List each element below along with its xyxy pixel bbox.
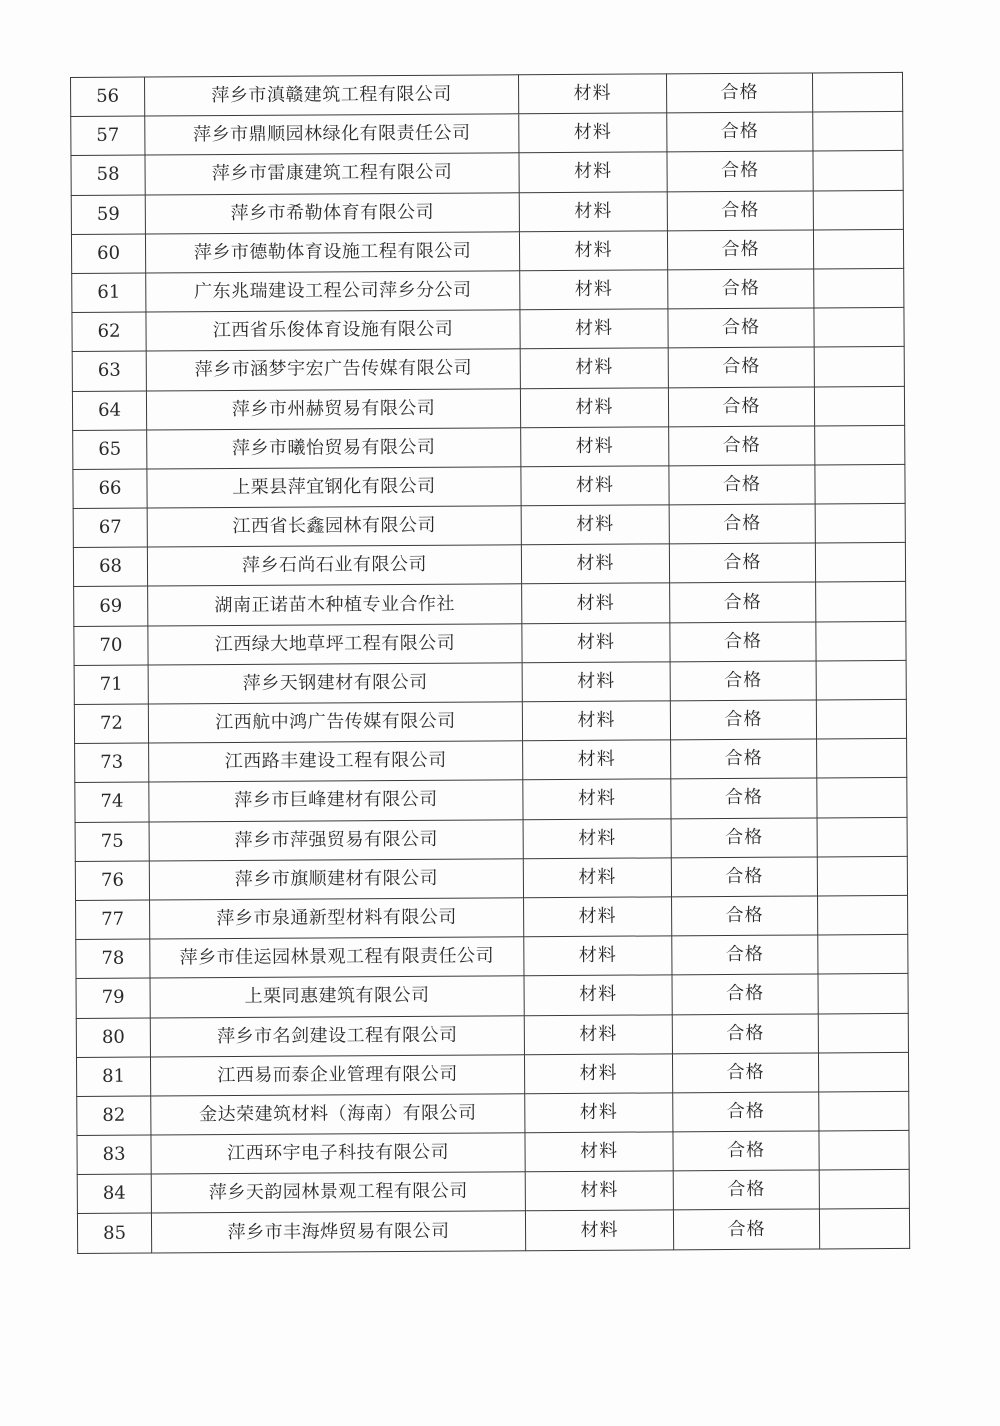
category-cell: 材料 xyxy=(519,231,667,271)
company-name: 江西航中鸿广告传媒有限公司 xyxy=(148,702,522,743)
result-cell: 合格 xyxy=(673,1170,819,1210)
category-cell: 材料 xyxy=(523,818,671,858)
company-name: 萍乡石尚石业有限公司 xyxy=(147,545,521,586)
category-cell: 材料 xyxy=(522,622,670,662)
result-cell: 合格 xyxy=(671,818,817,858)
table-row xyxy=(73,425,905,469)
row-number: 73 xyxy=(75,743,149,783)
company-name: 萍乡市涵梦宇宏广告传媒有限公司 xyxy=(146,349,520,390)
remark-cell xyxy=(817,817,907,857)
row-number: 79 xyxy=(76,978,150,1018)
table-row xyxy=(74,582,906,626)
category-cell: 材料 xyxy=(523,740,671,780)
company-name: 江西绿大地草坪工程有限公司 xyxy=(148,623,522,664)
remark-cell xyxy=(814,308,904,348)
category-cell: 材料 xyxy=(525,1093,673,1133)
remark-cell xyxy=(816,621,906,661)
result-cell: 合格 xyxy=(671,739,817,779)
table-row xyxy=(71,151,903,195)
table-row xyxy=(76,1052,908,1096)
remark-cell xyxy=(815,464,905,504)
row-number: 70 xyxy=(74,626,148,666)
table-row xyxy=(72,268,904,312)
row-number: 81 xyxy=(76,1057,150,1097)
category-cell: 材料 xyxy=(521,427,669,467)
category-cell: 材料 xyxy=(523,858,671,898)
remark-cell xyxy=(817,739,907,779)
result-cell: 合格 xyxy=(667,151,813,191)
table-row xyxy=(74,621,906,665)
row-number: 67 xyxy=(73,508,147,548)
category-cell: 材料 xyxy=(522,583,670,623)
table-row xyxy=(76,974,908,1018)
remark-cell xyxy=(813,229,903,269)
category-cell: 材料 xyxy=(525,1132,673,1172)
row-number: 75 xyxy=(75,822,149,862)
row-number: 56 xyxy=(71,77,145,117)
result-cell: 合格 xyxy=(668,308,814,348)
result-cell: 合格 xyxy=(666,73,812,113)
table-row xyxy=(76,895,908,939)
table-row xyxy=(72,347,904,391)
result-cell: 合格 xyxy=(670,661,816,701)
remark-cell xyxy=(818,974,908,1014)
remark-cell xyxy=(819,1209,909,1249)
table-body xyxy=(71,72,910,1253)
remark-cell xyxy=(818,895,908,935)
company-name: 江西环宇电子科技有限公司 xyxy=(151,1133,525,1174)
result-cell: 合格 xyxy=(669,465,815,505)
result-cell: 合格 xyxy=(670,622,816,662)
table-row xyxy=(72,386,904,430)
company-name: 萍乡市希勒体育有限公司 xyxy=(145,192,519,233)
remark-cell xyxy=(815,425,905,465)
company-name: 萍乡天钢建材有限公司 xyxy=(148,663,522,704)
table-row xyxy=(77,1170,909,1214)
company-name: 萍乡市名剑建设工程有限公司 xyxy=(150,1015,524,1056)
company-name: 湖南正诺苗木种植专业合作社 xyxy=(148,584,522,625)
category-cell: 材料 xyxy=(524,936,672,976)
category-cell: 材料 xyxy=(518,74,666,114)
result-cell: 合格 xyxy=(669,504,815,544)
remark-cell xyxy=(816,582,906,622)
remark-cell xyxy=(819,1091,909,1131)
category-cell: 材料 xyxy=(525,1171,673,1211)
result-cell: 合格 xyxy=(667,112,813,152)
row-number: 74 xyxy=(75,782,149,822)
result-cell: 合格 xyxy=(668,347,814,387)
row-number: 57 xyxy=(71,116,145,156)
row-number: 68 xyxy=(73,547,147,587)
category-cell: 材料 xyxy=(521,505,669,545)
company-name: 上栗县萍宜钢化有限公司 xyxy=(147,467,521,508)
company-name: 江西省长鑫园林有限公司 xyxy=(147,506,521,547)
result-cell: 合格 xyxy=(670,582,816,622)
remark-cell xyxy=(813,112,903,152)
table-row xyxy=(75,778,907,822)
company-name: 萍乡市巨峰建材有限公司 xyxy=(149,780,523,821)
remark-cell xyxy=(818,1052,908,1092)
company-name: 萍乡市滇赣建筑工程有限公司 xyxy=(145,75,519,116)
remark-cell xyxy=(816,699,906,739)
row-number: 60 xyxy=(71,234,145,274)
row-number: 61 xyxy=(72,273,146,313)
category-cell: 材料 xyxy=(525,1210,673,1250)
row-number: 69 xyxy=(74,586,148,626)
result-cell: 合格 xyxy=(667,230,813,270)
company-name: 萍乡市丰海烨贸易有限公司 xyxy=(151,1211,525,1252)
remark-cell xyxy=(812,72,902,112)
row-number: 77 xyxy=(76,900,150,940)
result-cell: 合格 xyxy=(673,1209,819,1249)
result-cell: 合格 xyxy=(673,1131,819,1171)
result-cell: 合格 xyxy=(672,935,818,975)
row-number: 78 xyxy=(76,939,150,979)
category-cell: 材料 xyxy=(519,191,667,231)
company-name: 萍乡市州赫贸易有限公司 xyxy=(146,388,520,429)
row-number: 71 xyxy=(74,665,148,705)
remark-cell xyxy=(815,543,905,583)
category-cell: 材料 xyxy=(520,387,668,427)
company-name: 萍乡市旗顺建材有限公司 xyxy=(149,858,523,899)
row-number: 84 xyxy=(77,1174,151,1214)
table-row xyxy=(77,1209,909,1253)
company-name: 广东兆瑞建设工程公司萍乡分公司 xyxy=(146,271,520,312)
table-row xyxy=(75,739,907,783)
row-number: 63 xyxy=(72,351,146,391)
remark-cell xyxy=(819,1170,909,1210)
company-name: 萍乡天韵园林景观工程有限公司 xyxy=(151,1172,525,1213)
result-cell: 合格 xyxy=(671,778,817,818)
row-number: 80 xyxy=(76,1018,150,1058)
category-cell: 材料 xyxy=(524,897,672,937)
result-cell: 合格 xyxy=(670,700,816,740)
category-cell: 材料 xyxy=(524,975,672,1015)
company-name: 萍乡市雷康建筑工程有限公司 xyxy=(145,153,519,194)
result-cell: 合格 xyxy=(673,1092,819,1132)
company-name: 萍乡市萍强贸易有限公司 xyxy=(149,819,523,860)
category-cell: 材料 xyxy=(520,348,668,388)
remark-cell xyxy=(814,268,904,308)
row-number: 85 xyxy=(77,1213,151,1253)
result-cell: 合格 xyxy=(669,426,815,466)
company-name: 金达荣建筑材料（海南）有限公司 xyxy=(151,1094,525,1135)
table-row xyxy=(76,935,908,979)
row-number: 59 xyxy=(71,195,145,235)
table-row xyxy=(75,856,907,900)
category-cell: 材料 xyxy=(520,309,668,349)
company-name: 江西路丰建设工程有限公司 xyxy=(149,741,523,782)
table-row xyxy=(77,1130,909,1174)
row-number: 76 xyxy=(75,861,149,901)
company-name: 江西省乐俊体育设施有限公司 xyxy=(146,310,520,351)
result-cell: 合格 xyxy=(668,269,814,309)
remark-cell xyxy=(815,503,905,543)
company-table xyxy=(70,72,910,1254)
remark-cell xyxy=(817,856,907,896)
result-cell: 合格 xyxy=(671,857,817,897)
row-number: 72 xyxy=(74,704,148,744)
category-cell: 材料 xyxy=(522,662,670,702)
company-name: 萍乡市泉通新型材料有限公司 xyxy=(150,898,524,939)
category-cell: 材料 xyxy=(519,113,667,153)
result-cell: 合格 xyxy=(672,1013,818,1053)
company-name: 江西易而泰企业管理有限公司 xyxy=(150,1054,524,1095)
table-row xyxy=(73,503,905,547)
result-cell: 合格 xyxy=(669,543,815,583)
remark-cell xyxy=(813,151,903,191)
company-name: 萍乡市德勒体育设施工程有限公司 xyxy=(145,232,519,273)
table-row xyxy=(71,190,903,234)
result-cell: 合格 xyxy=(672,896,818,936)
category-cell: 材料 xyxy=(523,779,671,819)
remark-cell xyxy=(819,1130,909,1170)
table-row xyxy=(71,72,903,116)
row-number: 83 xyxy=(77,1135,151,1175)
category-cell: 材料 xyxy=(524,1014,672,1054)
result-cell: 合格 xyxy=(668,386,814,426)
company-name: 萍乡市佳运园林景观工程有限责任公司 xyxy=(150,937,524,978)
remark-cell xyxy=(817,778,907,818)
table-row xyxy=(76,1013,908,1057)
remark-cell xyxy=(818,1013,908,1053)
row-number: 64 xyxy=(72,391,146,431)
table-row xyxy=(71,229,903,273)
result-cell: 合格 xyxy=(667,191,813,231)
company-name: 上栗同惠建筑有限公司 xyxy=(150,976,524,1017)
table-row xyxy=(74,660,906,704)
category-cell: 材料 xyxy=(521,544,669,584)
remark-cell xyxy=(818,935,908,975)
result-cell: 合格 xyxy=(672,1053,818,1093)
table-row xyxy=(72,308,904,352)
category-cell: 材料 xyxy=(519,152,667,192)
table-row xyxy=(71,112,903,156)
row-number: 65 xyxy=(73,430,147,470)
table-row xyxy=(75,817,907,861)
row-number: 82 xyxy=(77,1096,151,1136)
row-number: 66 xyxy=(73,469,147,509)
remark-cell xyxy=(814,347,904,387)
table-row xyxy=(77,1091,909,1135)
category-cell: 材料 xyxy=(521,466,669,506)
category-cell: 材料 xyxy=(522,701,670,741)
row-number: 58 xyxy=(71,155,145,195)
remark-cell xyxy=(813,190,903,230)
table-row xyxy=(73,464,905,508)
remark-cell xyxy=(814,386,904,426)
category-cell: 材料 xyxy=(520,270,668,310)
result-cell: 合格 xyxy=(672,974,818,1014)
table-row xyxy=(73,543,905,587)
remark-cell xyxy=(816,660,906,700)
table-row xyxy=(74,699,906,743)
company-name: 萍乡市曦怡贸易有限公司 xyxy=(147,427,521,468)
row-number: 62 xyxy=(72,312,146,352)
company-name: 萍乡市鼎顺园林绿化有限责任公司 xyxy=(145,114,519,155)
category-cell: 材料 xyxy=(524,1054,672,1094)
